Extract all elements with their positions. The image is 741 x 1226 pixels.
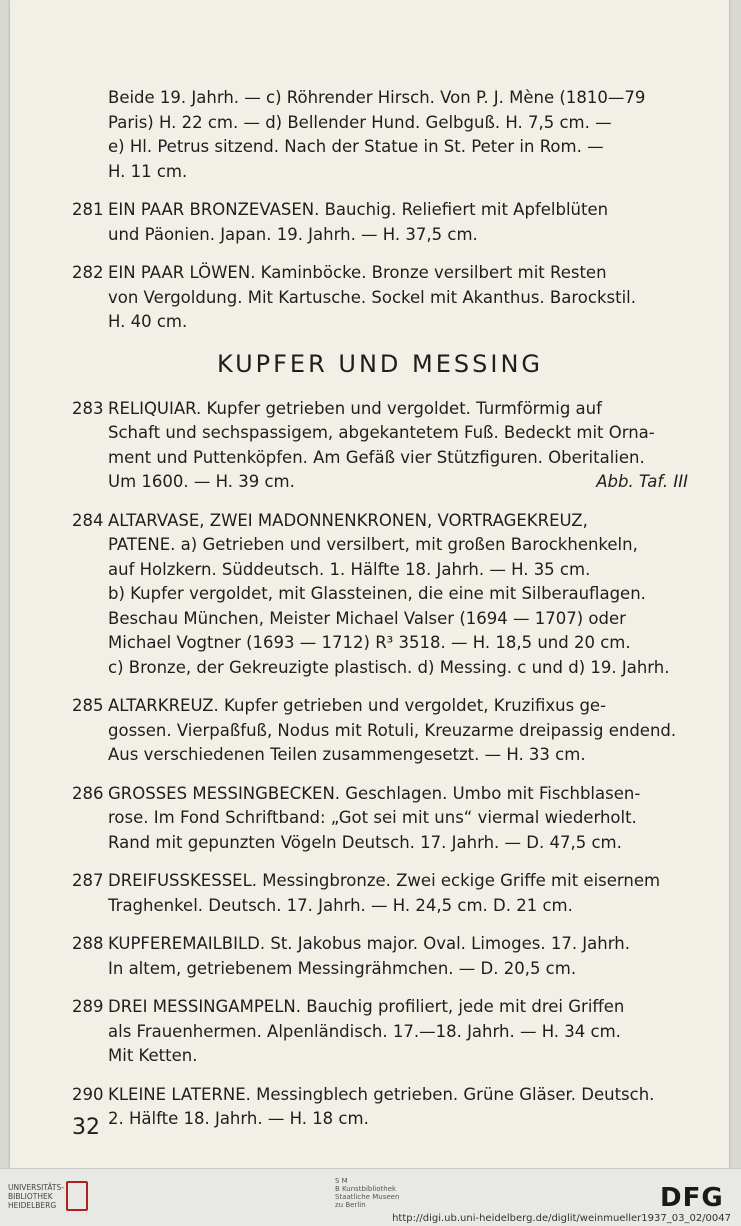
page-number: 32 [72, 1115, 100, 1140]
catalog-entry-288 [72, 932, 688, 981]
entry-number: 285 [72, 696, 104, 715]
stamp-line: Staatliche Museen [335, 1193, 400, 1201]
entry-line: Paris) H. 22 cm. — d) Bellender Hund. Gelbguß. H. 7,5 cm. — [108, 112, 612, 132]
permalink-url[interactable]: http://digi.ub.uni-heidelberg.de/diglit/weinmueller1937_03_02/0047 [392, 1213, 731, 1224]
entry-line: Rand mit gepunzten Vögeln Deutsch. 17. Jahrh. — D. 47,5 cm. [108, 832, 622, 852]
entry-line: ment und Puttenköpfen. Am Gefäß vier Stützfiguren. Oberitalien. [108, 447, 645, 467]
entry-text [108, 782, 688, 856]
entry-line: ALTARVASE, ZWEI MADONNENKRONEN, VORTRAGEKREUZ, [108, 510, 588, 530]
catalog-entry-289 [72, 995, 688, 1069]
entry-line: als Frauenhermen. Alpenländisch. 17.—18. Jahrh. — H. 34 cm. [108, 1021, 621, 1041]
continued-entry [72, 86, 688, 184]
entry-line: EIN PAAR BRONZEVASEN. Bauchig. Reliefiert mit Apfelblüten [108, 200, 609, 219]
entry-text [108, 509, 688, 681]
entry-text [108, 198, 688, 247]
entry-line: gossen. Vierpaßfuß, Nodus mit Rotuli, Kreuzarme dreipassig endend. [108, 720, 677, 740]
entry-line: GROSSES MESSINGBECKEN. Geschlagen. Umbo mit Fischblasen- [108, 783, 641, 803]
entry-text [108, 397, 688, 495]
entry-number: 290 [72, 1084, 104, 1104]
entry-text [108, 694, 688, 768]
catalog-entry-287 [72, 869, 688, 918]
entry-line: DREIFUSSKESSEL. Messingbronze. Zwei eckige Griffe mit eisernem [108, 871, 661, 890]
entry-line: 2. Hälfte 18. Jahrh. — H. 18 cm. [108, 1109, 369, 1128]
viewer-footer [0, 1168, 741, 1226]
entry-line: H. 11 cm. [108, 161, 188, 181]
entry-line: und Päonien. Japan. 19. Jahrh. — H. 37,5 cm. [108, 224, 478, 244]
stamp-line: zu Berlin [335, 1201, 366, 1209]
catalog-entry-282 [72, 261, 688, 335]
entry-last-text: Um 1600. — H. 39 cm. [108, 472, 295, 491]
entry-text [108, 1083, 688, 1132]
university-library-logo[interactable] [8, 1183, 64, 1210]
stamp-line: S M [335, 1177, 348, 1185]
entry-line: Michael Vogtner (1693 — 1712) R³ 3518. — H. 18,5 und 20 cm. [108, 633, 631, 652]
entry-line: Aus verschiedenen Teilen zusammengesetzt. — H. 33 cm. [108, 745, 586, 764]
entry-text [108, 869, 688, 918]
entry-number: 286 [72, 783, 104, 803]
library-emblem-icon [66, 1181, 88, 1211]
catalog-entry-281 [72, 198, 688, 247]
catalog-entry-284 [72, 509, 688, 681]
catalog-entry-285 [72, 694, 688, 768]
entry-text [108, 932, 688, 981]
entry-number: 283 [72, 398, 104, 418]
entry-line: KLEINE LATERNE. Messingblech getrieben. Grüne Gläser. Deutsch. [108, 1084, 655, 1104]
entry-list-b [72, 509, 688, 1132]
entry-line: Traghenkel. Deutsch. 17. Jahrh. — H. 24,5 cm. D. 21 cm. [108, 895, 573, 915]
entry-line: c) Bronze, der Gekreuzigte plastisch. d) Messing. c und d) 19. Jahrh. [108, 657, 670, 677]
entry-line: RELIQUIAR. Kupfer getrieben und vergoldet. Turmförmig auf [108, 398, 602, 418]
catalog-entry-290 [72, 1083, 688, 1132]
entry-line: DREI MESSINGAMPELN. Bauchig profiliert, jede mit drei Griffen [108, 997, 625, 1016]
museum-stamp [335, 1177, 399, 1209]
document-page [10, 0, 729, 1168]
entry-line: auf Holzkern. Süddeutsch. 1. Hälfte 18. Jahrh. — H. 35 cm. [108, 559, 591, 579]
entry-number: 289 [72, 997, 104, 1016]
catalog-entry-286 [72, 782, 688, 856]
entry-line: b) Kupfer vergoldet, mit Glassteinen, die eine mit Silberauflagen. [108, 584, 646, 603]
plate-reference: Abb. Taf. III [596, 472, 688, 491]
entry-line: rose. Im Fond Schriftband: „Got sei mit uns“ viermal wiederholt. [108, 808, 637, 827]
entry-text [108, 995, 688, 1069]
entry-line: Beschau München, Meister Michael Valser (1694 — 1707) oder [108, 608, 626, 628]
logo-line: UNIVERSITÄTS- [8, 1183, 64, 1192]
entry-line: Beide 19. Jahrh. — c) Röhrender Hirsch. Von P. J. Mène (1810—79 [108, 88, 646, 107]
entry-number: 287 [72, 871, 104, 890]
entry-line: In altem, getriebenem Messingrähmchen. — D. 20,5 cm. [108, 958, 577, 978]
entry-line: ALTARKREUZ. Kupfer getrieben und vergoldet, Kruzifixus ge- [108, 696, 607, 715]
entry-line: Mit Ketten. [108, 1046, 198, 1065]
logo-line: BIBLIOTHEK [8, 1192, 53, 1201]
entry-text [108, 261, 688, 335]
entry-number: 281 [72, 200, 104, 219]
entry-line: von Vergoldung. Mit Kartusche. Sockel mit Akanthus. Barockstil. [108, 287, 636, 307]
entry-line: e) Hl. Petrus sitzend. Nach der Statue in St. Peter in Rom. — [108, 137, 604, 156]
dfg-logo[interactable]: DFG [660, 1183, 724, 1213]
stamp-line: B Kunstbibliothek [335, 1185, 397, 1193]
page-content [72, 86, 688, 1146]
entry-line: H. 40 cm. [108, 312, 188, 331]
entry-line: KUPFEREMAILBILD. St. Jakobus major. Oval. Limoges. 17. Jahrh. [108, 934, 630, 953]
entry-number: 288 [72, 934, 104, 953]
entry-line: PATENE. a) Getrieben und versilbert, mit großen Barockhenkeln, [108, 535, 638, 554]
logo-line: HEIDELBERG [8, 1201, 57, 1210]
entry-number: 284 [72, 510, 104, 530]
entry-line [108, 470, 688, 495]
section-title: KUPFER UND MESSING [216, 349, 543, 378]
entry-line: Schaft und sechspassigem, abgekantetem Fuß. Bedeckt mit Orna- [108, 423, 655, 442]
entry-list-a [72, 198, 688, 335]
catalog-entry-283 [72, 397, 688, 495]
entry-number: 282 [72, 263, 104, 282]
entry-line: EIN PAAR LÖWEN. Kaminböcke. Bronze versilbert mit Resten [108, 263, 607, 282]
